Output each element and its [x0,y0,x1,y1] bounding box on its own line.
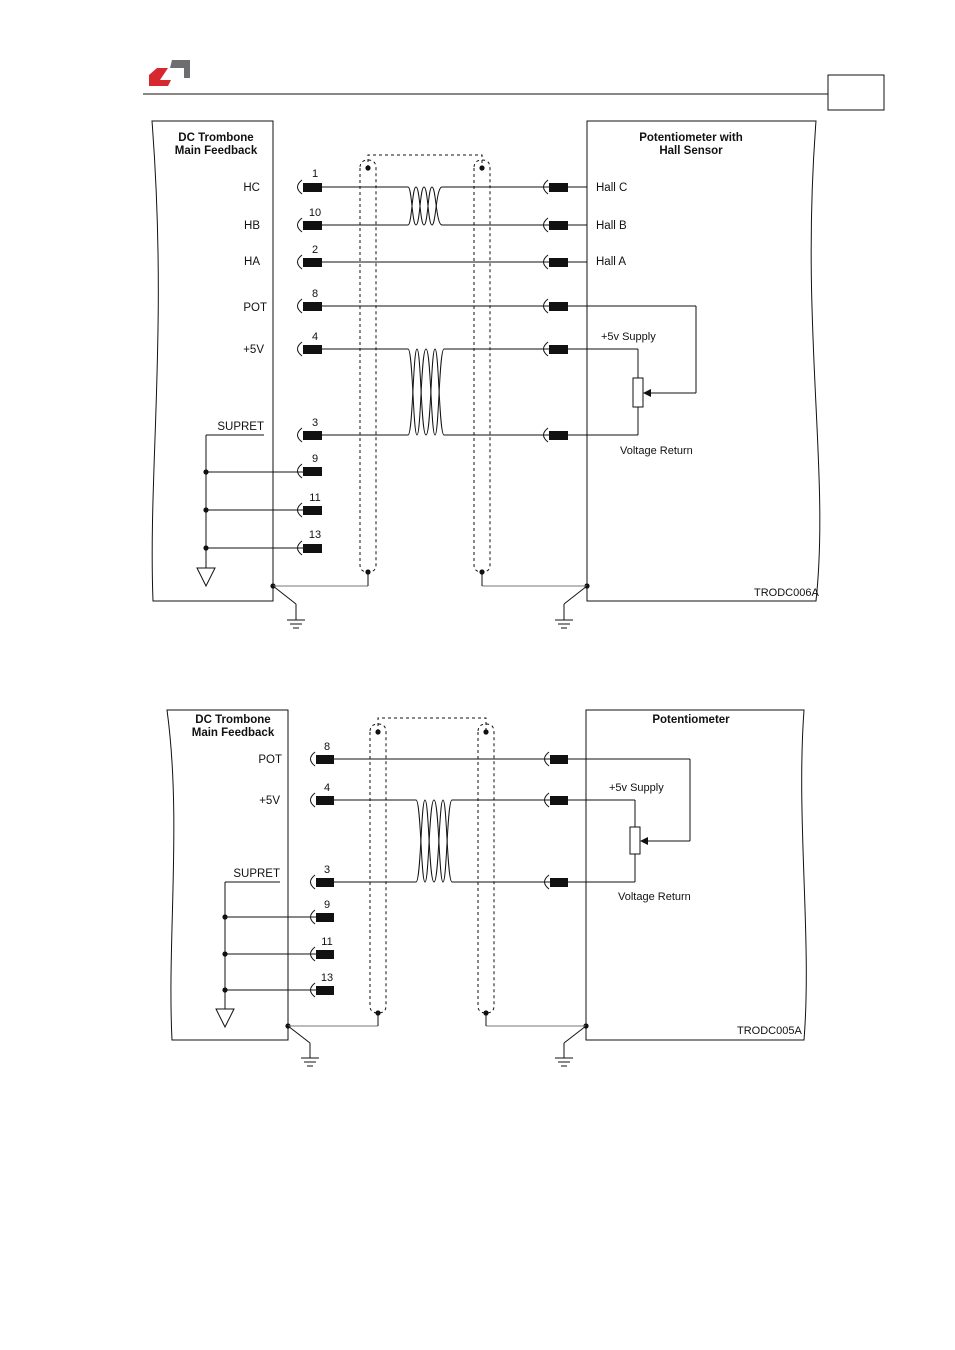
connector-pins-left [311,752,335,997]
pin-number: 10 [308,207,322,219]
potentiometer-symbol [633,306,696,435]
diagram-trodc006a [152,121,820,628]
signal-label-ha: HA [244,256,260,268]
connector-pins-right [545,752,569,889]
pin-number: 3 [323,864,331,876]
left-title-line1: DC Trombone [178,132,254,144]
signal-label-hb: HB [244,220,260,232]
pin-number: 3 [311,417,319,429]
pin-number: 8 [311,288,319,300]
signal-label-pot: POT [243,302,267,314]
right-title-line1: Potentiometer with [639,132,743,144]
copley-logo-icon [149,60,190,86]
pin-number: 11 [321,936,333,948]
pin-number: 11 [309,492,321,504]
pin-number: 9 [323,899,331,911]
signal-label-supret: SUPRET [217,421,264,433]
right-title-line2: Hall Sensor [659,145,723,157]
signal-label-pot: POT [258,754,282,766]
chassis-ground-left [270,572,368,628]
connector-pins-right [544,180,569,442]
left-title-line1: DC Trombone [195,714,271,726]
supply-label: +5v Supply [601,331,656,343]
signal-label-hc: HC [243,182,260,194]
left-title-line2: Main Feedback [174,145,258,157]
pin-number: 4 [311,331,319,343]
chassis-ground-right [486,1013,589,1066]
pin-number: 4 [323,782,331,794]
right-label-hall-a: Hall A [596,256,627,268]
drawing-ref: TRODC005A [737,1025,802,1037]
right-label-hall-b: Hall B [596,220,627,232]
signal-label-supret: SUPRET [233,868,280,880]
return-label: Voltage Return [620,445,693,457]
potentiometer-symbol [630,759,690,882]
signal-label-5v: +5V [259,795,280,807]
return-label: Voltage Return [618,891,691,903]
signal-label-5v: +5V [243,344,264,356]
pin-number: 13 [308,529,322,541]
pin-number: 8 [323,741,331,753]
right-label-hall-c: Hall C [596,182,628,194]
pin-number: 9 [311,453,319,465]
page-number-box [828,75,884,110]
pin-number: 2 [311,244,319,256]
signal-wires [197,187,696,586]
supply-label: +5v Supply [609,782,664,794]
drawing-ref: TRODC006A [754,587,819,599]
chassis-ground-right [482,572,590,628]
pin-number: 1 [311,168,319,180]
left-title-line2: Main Feedback [191,727,275,739]
pin-number: 13 [320,972,334,984]
right-title: Potentiometer [652,714,730,726]
diagram-trodc005a [167,710,806,1066]
chassis-ground-left [285,1013,378,1066]
